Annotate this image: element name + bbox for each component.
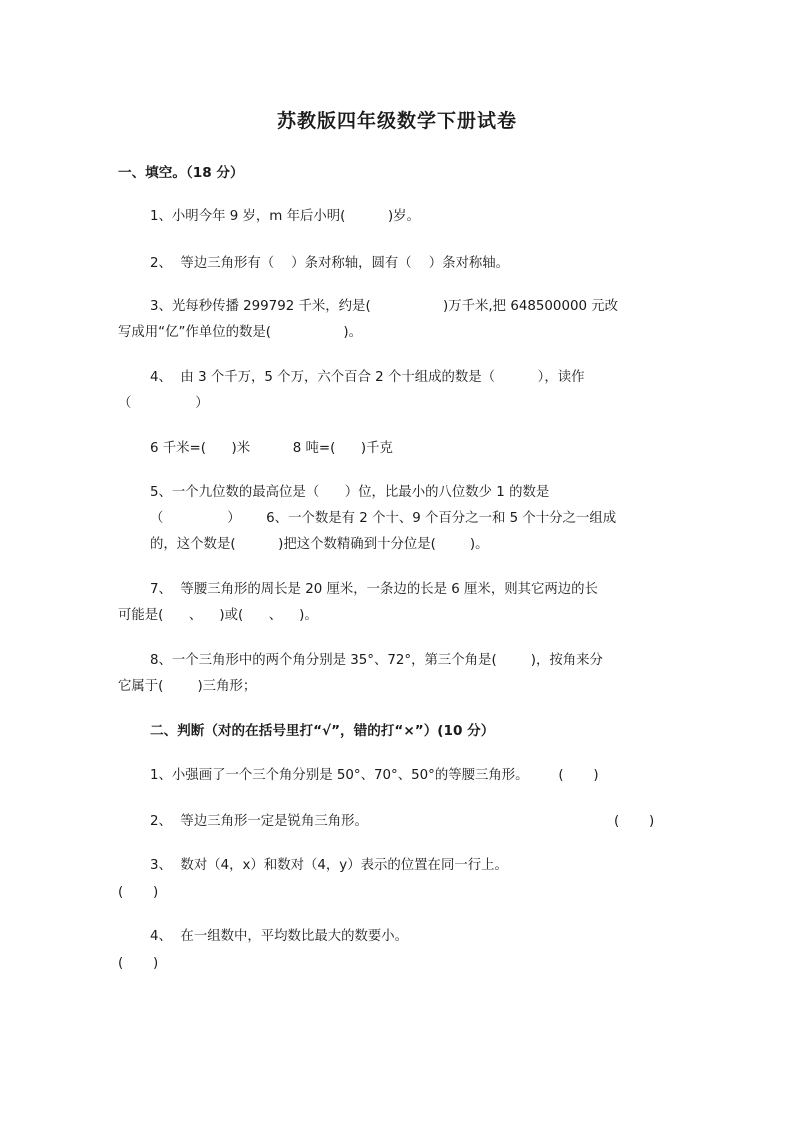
judge-question-1: 1、小强画了一个三个角分别是 50°、70°、50°的等腰三角形。 ( )	[150, 768, 599, 783]
fill-question-4-cont: （ ）	[118, 396, 209, 411]
judge-question-2-answer-blank: ( )	[614, 814, 655, 829]
judge-question-4: 4、 在一组数中，平均数比最大的数要小。	[150, 929, 409, 944]
fill-question-3: 3、光每秒传播 299792 千米，约是( )万千米,把 648500000 元改	[150, 299, 619, 314]
fill-question-1: 1、小明今年 9 岁，m 年后小明( )岁。	[150, 209, 420, 224]
judge-question-3-answer-blank: ( )	[118, 885, 159, 900]
fill-question-4: 4、 由 3 个千万，5 个万，六个百合 2 个十组成的数是（ ），读作	[150, 370, 585, 385]
section-heading-judge: 二、判断（对的在括号里打“√”，错的打“×”）(10 分）	[150, 723, 495, 739]
fill-question-8: 8、一个三角形中的两个角分别是 35°、72°，第三个角是( )，按角来分	[150, 653, 603, 668]
fill-question-6-cont: 的，这个数是( )把这个数精确到十分位是( )。	[150, 537, 489, 552]
fill-question-2: 2、 等边三角形有（ ）条对称轴，圆有（ ）条对称轴。	[150, 256, 510, 271]
fill-question-3-cont: 写成用“亿”作单位的数是( )。	[118, 325, 362, 340]
judge-question-4-answer-blank: ( )	[118, 956, 159, 971]
judge-question-3: 3、 数对（4，x）和数对（4，y）表示的位置在同一行上。	[150, 858, 508, 873]
fill-question-7-cont: 可能是( 、 )或( 、 )。	[118, 608, 318, 623]
fill-question-5: 5、一个九位数的最高位是（ ）位，比最小的八位数少 1 的数是	[150, 485, 550, 500]
fill-question-6: （ ） 6、一个数是有 2 个十、9 个百分之一和 5 个十分之一组成	[150, 511, 617, 526]
fill-question-units: 6 千米=( )米 8 吨=( )千克	[150, 441, 393, 456]
fill-question-8-cont: 它属于( )三角形；	[118, 679, 257, 694]
section-heading-fill-blank: 一、填空。（18 分）	[118, 165, 244, 181]
judge-question-2: 2、 等边三角形一定是锐角三角形。	[150, 814, 368, 829]
page-title: 苏教版四年级数学下册试卷	[276, 110, 517, 132]
fill-question-7: 7、 等腰三角形的周长是 20 厘米，一条边的长是 6 厘米，则其它两边的长	[150, 582, 598, 597]
